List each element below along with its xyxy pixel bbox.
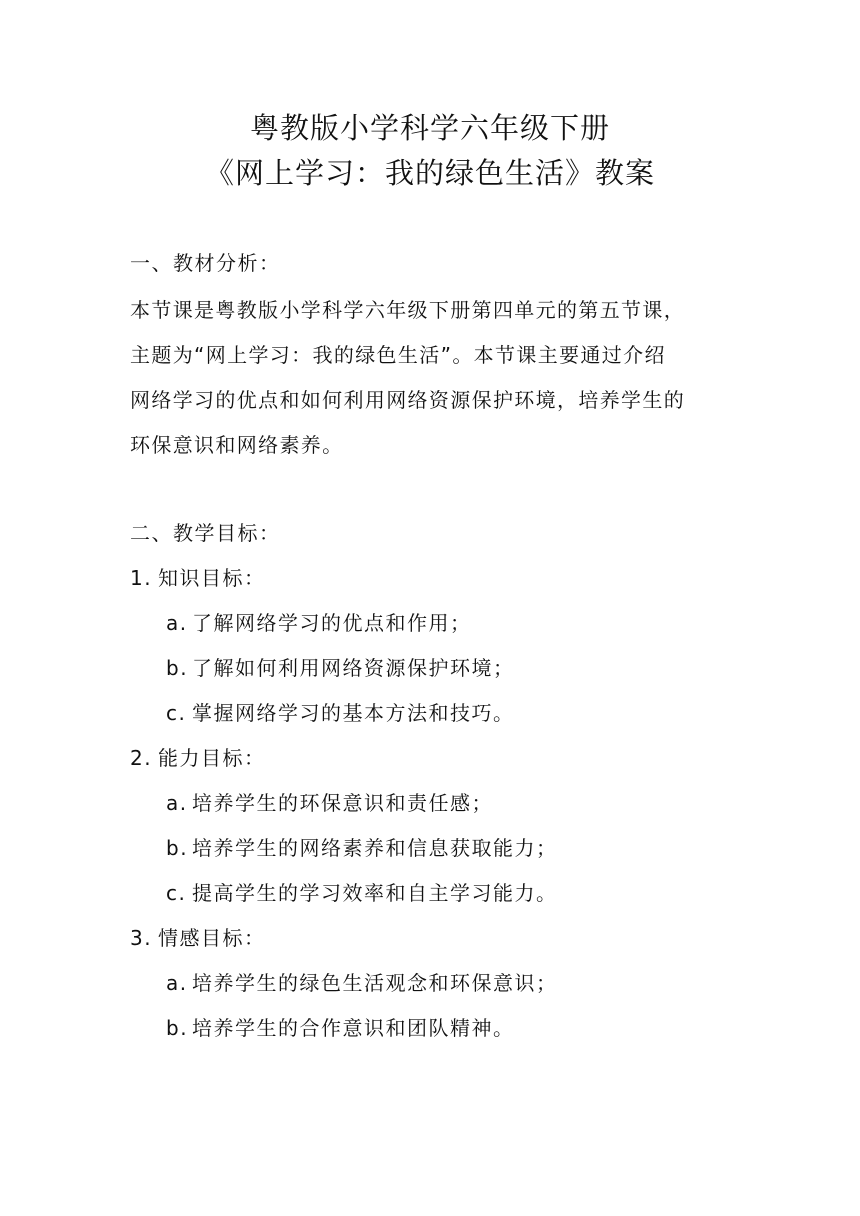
list-item — [166, 968, 558, 998]
list-letter: c. — [166, 701, 187, 725]
list-number: 2. — [130, 746, 153, 770]
list-number: 1. — [130, 566, 153, 590]
paragraph-line: 网络学习的优点和如何利用网络资源保护环境，培养学生的 — [130, 388, 686, 412]
goal-ability — [130, 743, 266, 773]
paragraph-line: 主题为“网上学习：我的绿色生活”。本节课主要通过介绍 — [130, 343, 666, 367]
goal-emotion — [130, 923, 266, 953]
list-item — [166, 608, 472, 638]
list-item-text: 了解如何利用网络资源保护环境； — [192, 656, 515, 680]
list-letter: a. — [166, 611, 188, 635]
list-item-text: 提高学生的学习效率和自主学习能力。 — [192, 881, 558, 905]
list-item — [166, 833, 558, 863]
list-letter: a. — [166, 791, 188, 815]
goal-label: 能力目标： — [158, 746, 266, 770]
list-item-text: 培养学生的合作意识和团队精神。 — [192, 1016, 515, 1040]
list-item — [166, 1013, 515, 1043]
list-item — [166, 788, 493, 818]
list-item-text: 掌握网络学习的基本方法和技巧。 — [192, 701, 515, 725]
goal-knowledge — [130, 563, 266, 593]
list-item — [166, 653, 515, 683]
list-letter: b. — [166, 656, 189, 680]
list-item — [166, 878, 558, 908]
document-title-line-2: 《网上学习：我的绿色生活》教案 — [204, 156, 655, 190]
list-letter: b. — [166, 1016, 189, 1040]
list-item — [166, 698, 515, 728]
section-1-heading: 一、教材分析： — [130, 251, 281, 275]
list-item-text: 培养学生的环保意识和责任感； — [192, 791, 493, 815]
list-letter: b. — [166, 836, 189, 860]
document-title-line-1: 粤教版小学科学六年级下册 — [249, 111, 610, 145]
paragraph-line: 环保意识和网络素养。 — [130, 433, 344, 457]
section-2-heading: 二、教学目标： — [130, 521, 281, 545]
list-item-text: 了解网络学习的优点和作用； — [192, 611, 472, 635]
section-1-paragraph — [130, 288, 730, 468]
goal-label: 情感目标： — [158, 926, 266, 950]
list-number: 3. — [130, 926, 153, 950]
list-letter: c. — [166, 881, 187, 905]
list-letter: a. — [166, 971, 188, 995]
list-item-text: 培养学生的网络素养和信息获取能力； — [192, 836, 558, 860]
list-item-text: 培养学生的绿色生活观念和环保意识； — [192, 971, 558, 995]
goal-label: 知识目标： — [158, 566, 266, 590]
paragraph-line: 本节课是粤教版小学科学六年级下册第四单元的第五节课， — [130, 298, 686, 322]
